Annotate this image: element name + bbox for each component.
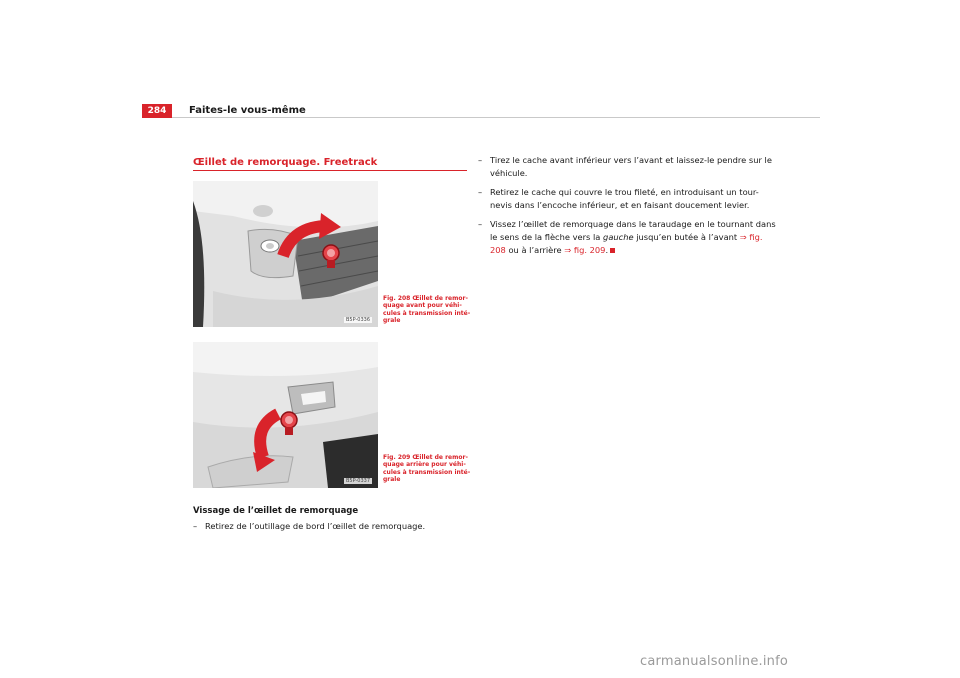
- step-item: [193, 520, 473, 533]
- figure-caption: Fig. 208 Œillet de remor-quage avant pour véhi-cules à transmission inté-grale: [383, 295, 471, 325]
- watermark: carmanualsonline.info: [640, 654, 789, 669]
- step-item: [478, 154, 778, 180]
- step-item: [478, 218, 778, 257]
- step-dash: –: [478, 155, 483, 165]
- page-number: 284: [142, 104, 172, 118]
- figure-caption: Fig. 209 Œillet de remor-quage arrière pour véhi-cules à transmission inté-grale: [383, 454, 471, 484]
- figure-code: B5P-0337: [345, 478, 370, 484]
- step-dash: –: [193, 521, 198, 531]
- front-bumper-illustration: [193, 181, 378, 327]
- figure-front-tow-eye: [193, 181, 378, 327]
- section-rule: [193, 170, 467, 171]
- step-text: [478, 218, 778, 257]
- step-dash: –: [478, 219, 483, 229]
- section-title: Œillet de remorquage. Freetrack: [193, 157, 378, 168]
- step-text-part: .: [605, 245, 609, 255]
- chapter-title: Faites-le vous-même: [189, 105, 306, 116]
- subheading: Vissage de l’œillet de remorquage: [193, 506, 359, 516]
- end-of-section-marker: [610, 248, 615, 253]
- figure-link-209[interactable]: ⇒ fig. 209: [564, 245, 606, 255]
- step-dash: –: [478, 187, 483, 197]
- step-text-part: ou à l’arrière: [505, 245, 565, 255]
- step-text: Tirez le cache avant inférieur vers l’avant et laissez-le pendre sur le véhicule.: [490, 155, 772, 178]
- figure-code: B5P-0336: [345, 317, 370, 323]
- rear-bumper-illustration: [193, 342, 378, 488]
- step-text-part: Vissez l’œillet de remorquage dans le taraudage en le tournant dans le sens de la flèche vers la: [490, 219, 776, 242]
- step-text-emphasis: gauche: [603, 232, 634, 242]
- step-text: Retirez de l’outillage de bord l’œillet de remorquage.: [205, 521, 426, 531]
- step-text: Retirez le cache qui couvre le trou fileté, en introduisant un tour-nevis dans l’encoche inférieur, et en faisant doucement levier.: [490, 187, 759, 210]
- step-text-part: jusqu’en butée à l’avant: [633, 232, 740, 242]
- step-item: [478, 186, 778, 212]
- figure-rear-tow-eye: [193, 342, 378, 488]
- figure-link-208[interactable]: ⇒ fig. 208: [490, 232, 763, 255]
